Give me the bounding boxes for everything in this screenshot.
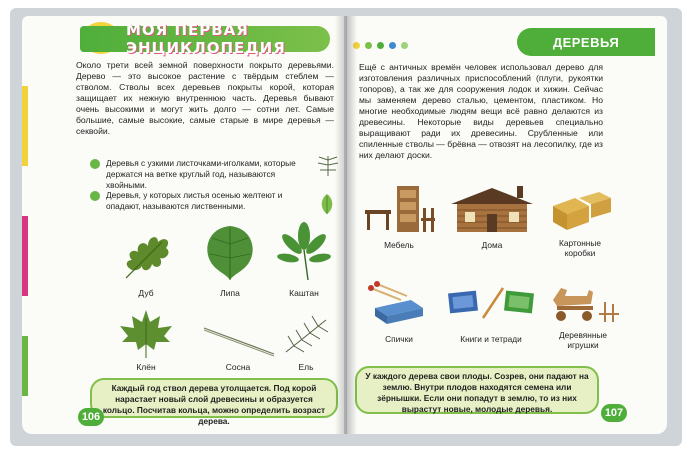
section-title: ДЕРЕВЬЯ [552, 34, 620, 50]
product-houses [447, 184, 537, 256]
edge-strip-yellow [22, 86, 28, 166]
product-furniture [361, 184, 437, 256]
right-fact-text: У каждого дерева свои плоды. Созрев, они падают на землю. Внутри плодов находятся семена или зёрнышки. Если они попадут в землю, то из них вырастут новые, молодые деревья. [365, 371, 589, 414]
book-gutter-shadow [335, 16, 357, 434]
dot [365, 42, 372, 49]
bullet-icon [90, 159, 100, 169]
leaf-pine [198, 308, 278, 374]
product-label: Спички [385, 334, 413, 344]
decorative-dots [353, 42, 408, 49]
leaf-label: Каштан [289, 288, 319, 298]
left-page [22, 16, 344, 434]
product-label: Книги и тетради [460, 334, 522, 344]
leaf-label: Липа [220, 288, 240, 298]
bullet-text: Деревья с узкими листочками-иголками, которые держатся на ветке круглый год, называются хвойными. [106, 158, 296, 190]
leaf-label: Сосна [225, 362, 251, 372]
bullet-coniferous [90, 158, 312, 191]
log-house-icon [447, 184, 537, 236]
edge-strip-green [22, 336, 28, 396]
leaf-linden [198, 220, 262, 300]
leaf-chestnut [272, 220, 336, 300]
left-intro-text: Около трети всей земной поверхности покрыто деревьями. Дерево — это высокое растение с твёрдым стеблем — стволом. Стволы всех деревьев покрыты корой, которая защищает их нежную внутреннюю часть. Деревья бывают очень высокими и могут жить долго — сотни лет. Самые большие, самые высокие, самые старые в мире деревья — секвойи. [76, 60, 334, 136]
product-books [443, 278, 539, 350]
series-title: МОЯ ПЕРВАЯ ЭНЦИКЛОПЕДИЯ [126, 21, 286, 57]
section-title-banner [517, 28, 655, 56]
wooden-toy-horse-icon [543, 278, 623, 330]
maple-leaf-icon [114, 308, 178, 360]
leaf-oak [114, 220, 178, 300]
pine-needles-icon [198, 308, 278, 360]
linden-leaf-icon [198, 220, 262, 284]
edge-strip-pink [22, 216, 28, 296]
oak-leaf-icon [114, 220, 178, 284]
product-label: Деревянные игрушки [558, 330, 607, 350]
dot [401, 42, 408, 49]
furniture-icon [361, 184, 437, 236]
leaf-label: Клён [136, 362, 156, 372]
matchbox-icon [361, 278, 437, 330]
series-title-banner [80, 21, 330, 57]
right-page [347, 16, 667, 434]
left-fact-text: Каждый год ствол дерева утолщается. Под корой нарастает новый слой древесины и образуется кольцо. Посчитав кольца, можно определить возраст дерева. [102, 383, 326, 426]
right-fact-box [355, 366, 599, 414]
product-wooden-toys [543, 278, 623, 362]
product-label: Дома [481, 240, 503, 250]
product-cardboard-boxes [545, 186, 615, 262]
product-label: Картонные коробки [559, 238, 601, 258]
chestnut-leaf-icon [272, 220, 336, 284]
leaf-label: Дуб [138, 288, 154, 298]
dot [377, 42, 384, 49]
left-page-number: 106 [78, 408, 104, 426]
spruce-twig-icon [278, 308, 334, 360]
dot [389, 42, 396, 49]
bullet-deciduous [90, 190, 312, 212]
bullet-icon [90, 191, 100, 201]
right-intro-text: Ещё с античных времён человек использовал дерево для изготовления различных приспособлений (плуги, рукоятки топоров), а так же для сооружения лодок и хижин. Сейчас мы заменяем дерево сталью, цементом, пластиком. Но многие необходимые людям вещи всё равно делаются из древесины. Некоторые виды деревьев специально выращивают ради их древесины. Срубленные или спиленные стволы — брёвна — отвозят на лесопилку, где из них делают доски. [359, 62, 603, 160]
green-leaf-icon [318, 192, 336, 216]
leaf-spruce [278, 308, 334, 374]
right-page-number: 107 [601, 404, 627, 422]
product-matches [361, 278, 437, 350]
leaf-label: Ель [298, 362, 314, 372]
books-notebooks-icon [443, 278, 539, 330]
bullet-text: Деревья, у которых листья осенью желтеют и опадают, называются лиственными. [106, 190, 283, 211]
cardboard-box-icon [545, 186, 615, 236]
leaf-maple [114, 308, 178, 374]
product-label: Мебель [384, 240, 414, 250]
